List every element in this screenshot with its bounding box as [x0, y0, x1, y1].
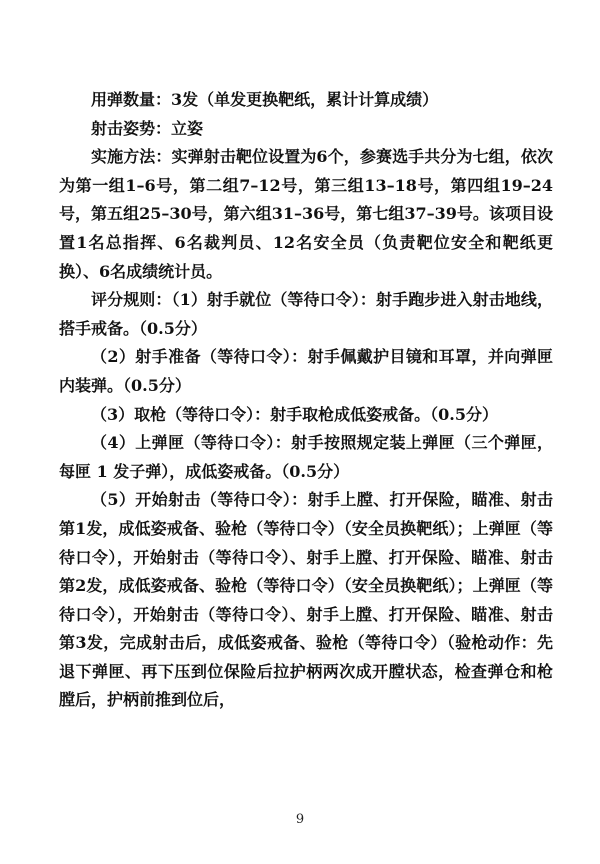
- paragraph-implementation-method: 实施方法：实弹射击靶位设置为6个，参赛选手共分为七组，依次为第一组1–6号，第二组7–12号，第三组13–18号，第四组19–24号，第五组25–30号，第六组31–36号，第七组37–39号。该项目设置1名总指挥、6名裁判员、12名安全员（负责靶位安全和靶纸更换）、6名成绩统计员。: [59, 147, 553, 281]
- page-number: 9: [295, 812, 305, 827]
- document-body: [59, 86, 553, 715]
- paragraph-ammo-count: 用弹数量：3发（单发更换靶纸，累计计算成绩）: [91, 90, 439, 109]
- paragraph-shooting-posture: 射击姿势：立姿: [91, 118, 204, 138]
- paragraph-scoring-rule-2: （2）射手准备（等待口令）：射手佩戴护目镜和耳罩，并向弹匣内装弹。（0.5分）: [59, 347, 553, 395]
- paragraph-scoring-rule-5: （5）开始射击（等待口令）：射手上膛、打开保险，瞄准、射击第1发，成低姿戒备、验枪（等待口令）（安全员换靶纸）；上弹匣（等待口令），开始射击（等待口令）、射手上膛、打开保险、瞄准、射击第2发，成低姿戒备、验枪（等待口令）（安全员换靶纸）；上弹匣（等待口令），开始射击（等待口令）、射手上膛、打开保险、瞄准、射击第3发，完成射击后，成低姿戒备、验枪（等待口令）（验枪动作：先退下弹匣、再下压到位保险后拉护柄两次成开膛状态，检查弹仓和枪膛后，护柄前推到位后，: [59, 490, 553, 710]
- paragraph-scoring-rule-3: （3）取枪（等待口令）：射手取枪成低姿戒备。（0.5分）: [91, 404, 498, 424]
- paragraph-scoring-rule-4: （4）上弹匣（等待口令）：射手按照规定装上弹匣（三个弹匣，每匣 1 发子弹），成低姿戒备。（0.5分）: [59, 433, 553, 481]
- paragraph-scoring-rule-1: 评分规则：（1）射手就位（等待口令）：射手跑步进入射击地线，搭手戒备。（0.5分）: [59, 290, 553, 338]
